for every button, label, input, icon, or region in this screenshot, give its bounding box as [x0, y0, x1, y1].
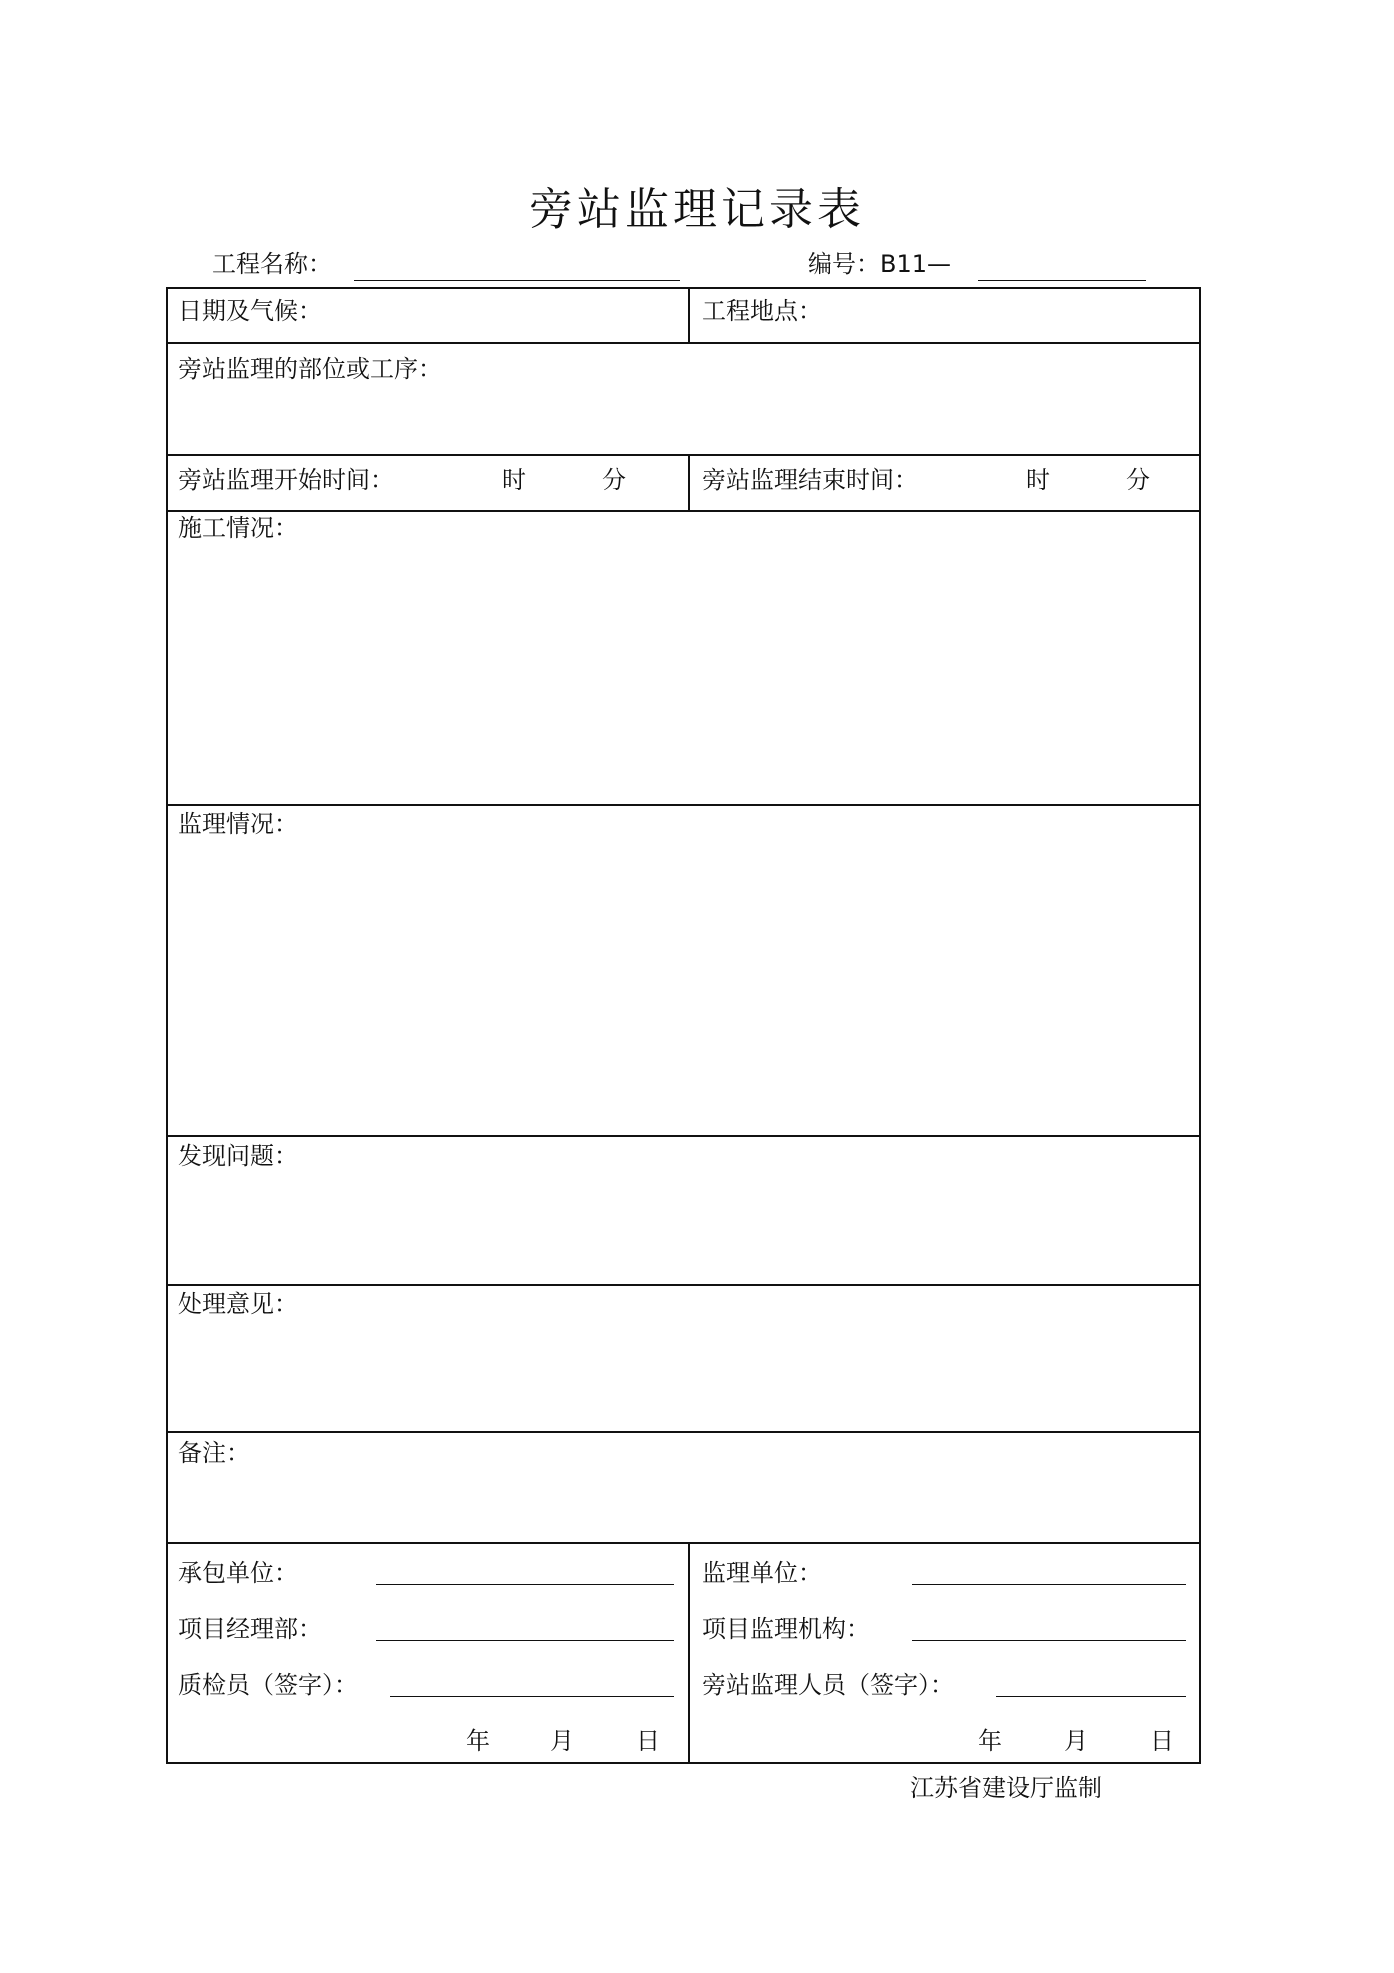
- left-month-label: 月: [550, 1727, 574, 1755]
- column-divider: [688, 1542, 690, 1764]
- column-divider: [688, 454, 690, 511]
- date-weather-label: 日期及气候：: [178, 297, 322, 325]
- contractor-label: 承包单位：: [178, 1559, 298, 1587]
- right-day-label: 日: [1150, 1727, 1174, 1755]
- row-divider: [166, 454, 1201, 456]
- right-month-label: 月: [1064, 1727, 1088, 1755]
- project-name-label: 工程名称：: [212, 250, 332, 278]
- project-manager-label: 项目经理部：: [178, 1615, 322, 1643]
- row-divider: [166, 804, 1201, 806]
- contractor-field[interactable]: [376, 1584, 674, 1585]
- form-title: 旁站监理记录表: [529, 184, 865, 235]
- supervisor-label: 旁站监理人员（签字）：: [702, 1671, 954, 1699]
- end-minute-label: 分: [1126, 466, 1150, 494]
- start-minute-label: 分: [602, 466, 626, 494]
- issuer-footer: 江苏省建设厅监制: [910, 1774, 1102, 1802]
- supervision-agency-field[interactable]: [912, 1640, 1186, 1641]
- supervision-agency-label: 项目监理机构：: [702, 1615, 870, 1643]
- position-process-label: 旁站监理的部位或工序：: [178, 355, 442, 383]
- project-manager-field[interactable]: [376, 1640, 674, 1641]
- left-day-label: 日: [636, 1727, 660, 1755]
- supervision-unit-label: 监理单位：: [702, 1559, 822, 1587]
- left-year-label: 年: [466, 1727, 490, 1755]
- right-year-label: 年: [978, 1727, 1002, 1755]
- number-field[interactable]: [978, 280, 1146, 281]
- start-hour-label: 时: [502, 466, 526, 494]
- row-divider: [166, 1135, 1201, 1137]
- number-label: 编号：B11—: [808, 250, 952, 278]
- inspector-signature-field[interactable]: [390, 1696, 674, 1697]
- project-name-field[interactable]: [354, 280, 680, 281]
- supervision-unit-field[interactable]: [912, 1584, 1186, 1585]
- construction-label: 施工情况：: [178, 514, 298, 542]
- handling-label: 处理意见：: [178, 1290, 298, 1318]
- supervisor-signature-field[interactable]: [996, 1696, 1186, 1697]
- end-hour-label: 时: [1026, 466, 1050, 494]
- location-label: 工程地点：: [702, 297, 822, 325]
- supervision-label: 监理情况：: [178, 810, 298, 838]
- remarks-label: 备注：: [178, 1439, 250, 1467]
- row-divider: [166, 510, 1201, 512]
- inspector-label: 质检员（签字）：: [178, 1671, 358, 1699]
- row-divider: [166, 1431, 1201, 1433]
- issues-label: 发现问题：: [178, 1142, 298, 1170]
- row-divider: [166, 342, 1201, 344]
- row-divider: [166, 1542, 1201, 1544]
- start-time-label: 旁站监理开始时间：: [178, 466, 394, 494]
- column-divider: [688, 287, 690, 343]
- row-divider: [166, 1284, 1201, 1286]
- end-time-label: 旁站监理结束时间：: [702, 466, 918, 494]
